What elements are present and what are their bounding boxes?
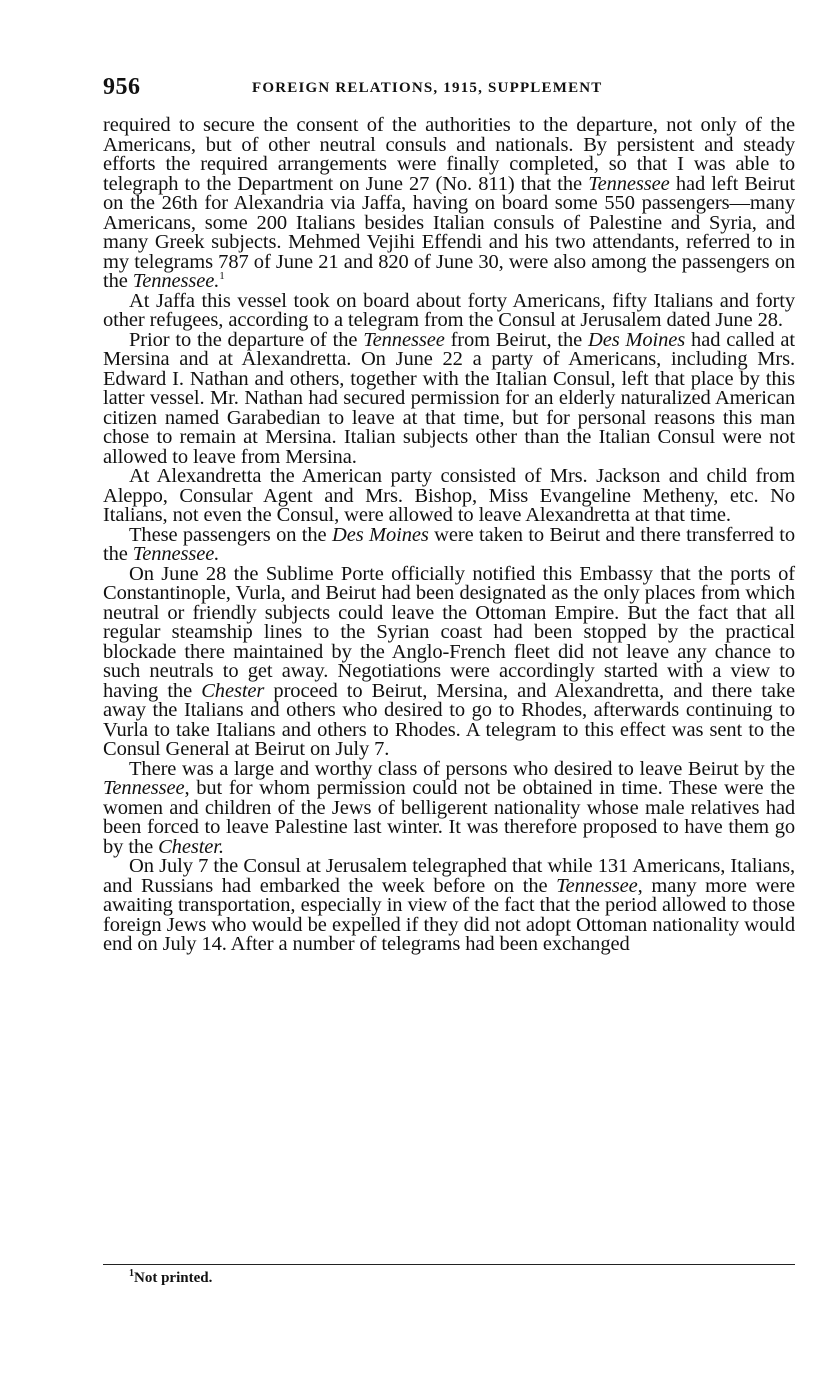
text-run: On June 28 the Sublime Porte officially notified this Embassy that the ports of Constantinople, Vurla, and Beirut had been designated as the only places from which neutral or friendly subjects could leave the Ottoman Empire. But the fact that all regular steamship lines to the Syrian coast had been stopped by the practical blockade there maintained by the Anglo-French fleet did not leave any chance to such neutrals to get away. Negotiations were accordingly started with a view to having the xyxy=(103,562,795,702)
italic-run: Chester. xyxy=(158,835,224,858)
italic-run: Tennessee. xyxy=(132,543,220,565)
footnote-text: Not printed. xyxy=(134,1270,213,1286)
text-run: were taken to Beirut and there transferred to the xyxy=(103,523,795,565)
text-run: Prior to the departure of the xyxy=(129,328,364,351)
footnote-ref: 1 xyxy=(219,270,225,283)
text-run: There was a large and worthy class of persons who desired to leave Beirut by the xyxy=(129,757,795,780)
paragraph xyxy=(103,289,795,331)
italic-run: Des Moines xyxy=(588,328,686,351)
document-page xyxy=(103,74,796,1286)
text-run: At Alexandretta the American party consisted of Mrs. Jackson and child from Aleppo, Consular Agent and Mrs. Bishop, Miss Evangeline Metheny, etc. No Italians, not even the Consul, were allowed to leave Alexandretta at that time. xyxy=(103,465,795,526)
italic-run: Tennessee xyxy=(588,172,670,195)
text-run: from Beirut, the xyxy=(444,328,588,351)
body-text xyxy=(103,116,795,955)
paragraph xyxy=(103,116,795,292)
paragraph xyxy=(103,467,795,526)
paragraph xyxy=(103,562,795,760)
footnote-rule xyxy=(103,1264,795,1265)
italic-run: Tennessee xyxy=(103,777,185,799)
page-number: 956 xyxy=(103,74,141,100)
italic-run: Tennessee xyxy=(363,328,445,351)
text-run: required to secure the consent of the authorities to the departure, not only of the Americans, but of other neutral consuls and nationals. By persistent and steady efforts the required arrangements were finally completed, so that I was able to telegraph to the Department on June 27 (No. 811) that the xyxy=(103,114,795,195)
paragraph xyxy=(103,857,795,955)
text-run: , but for whom permission could not be obtained in time. These were the women and children of the Jews of belligerent nationality whose male relatives had been forced to leave Palestine last winter. It was therefore proposed to have them go by the xyxy=(103,777,795,858)
page-header xyxy=(103,74,795,104)
text-run: On July 7 the Consul at Jerusalem telegraphed that while 131 Americans, Italians, and Russians had embarked the week before on the xyxy=(103,855,795,897)
italic-run: Chester xyxy=(201,679,265,702)
paragraph xyxy=(103,757,795,858)
running-head: FOREIGN RELATIONS, 1915, SUPPLEMENT xyxy=(252,80,603,96)
text-run: These passengers on the xyxy=(129,523,332,546)
italic-run: Tennessee xyxy=(556,874,638,897)
footnote xyxy=(129,1270,212,1287)
italic-run: Tennessee. xyxy=(132,270,220,292)
text-run: had left Beirut on the 26th for Alexandria via Jaffa, having on board some 550 passengers—many Americans, some 200 Italians besides Italian consuls of Palestine and Syria, and many Greek subjects. Mehmed Vejihi Effendi and his two attendants, referred to in my telegrams 787 of June 21 and 820 of June 30, were also among the passengers on the xyxy=(103,172,796,292)
text-run: At Jaffa this vessel took on board about forty Americans, fifty Italians and forty other refugees, according to a telegram from the Consul at Jerusalem dated June 28. xyxy=(103,289,795,331)
text-run: , many more were awaiting transportation, especially in view of the fact that the period allowed to those foreign Jews who would be expelled if they did not adopt Ottoman nationality would end on July 14. After a number of telegrams had been exchanged xyxy=(103,874,795,955)
italic-run: Des Moines xyxy=(331,523,429,546)
paragraph xyxy=(103,523,795,565)
text-run: proceed to Beirut, Mersina, and Alexandretta, and there take away the Italians and others who desired to go to Rhodes, afterwards continuing to Vurla to take Italians and others to Rhodes. A telegram to this effect was sent to the Consul General at Beirut on July 7. xyxy=(103,679,795,760)
text-run: had called at Mersina and at Alexandretta. On June 22 a party of Americans, including Mrs. Edward I. Nathan and others, together with the Italian Consul, left that place by this latter vessel. Mr. Nathan had secured permission for an elderly naturalized American citizen named Garabedian to leave at that time, but for personal reasons this man chose to remain at Mersina. Italian subjects other than the Italian Consul were not allowed to leave from Mersina. xyxy=(103,328,795,468)
footnote-marker: 1 xyxy=(129,1268,134,1279)
paragraph xyxy=(103,328,795,468)
